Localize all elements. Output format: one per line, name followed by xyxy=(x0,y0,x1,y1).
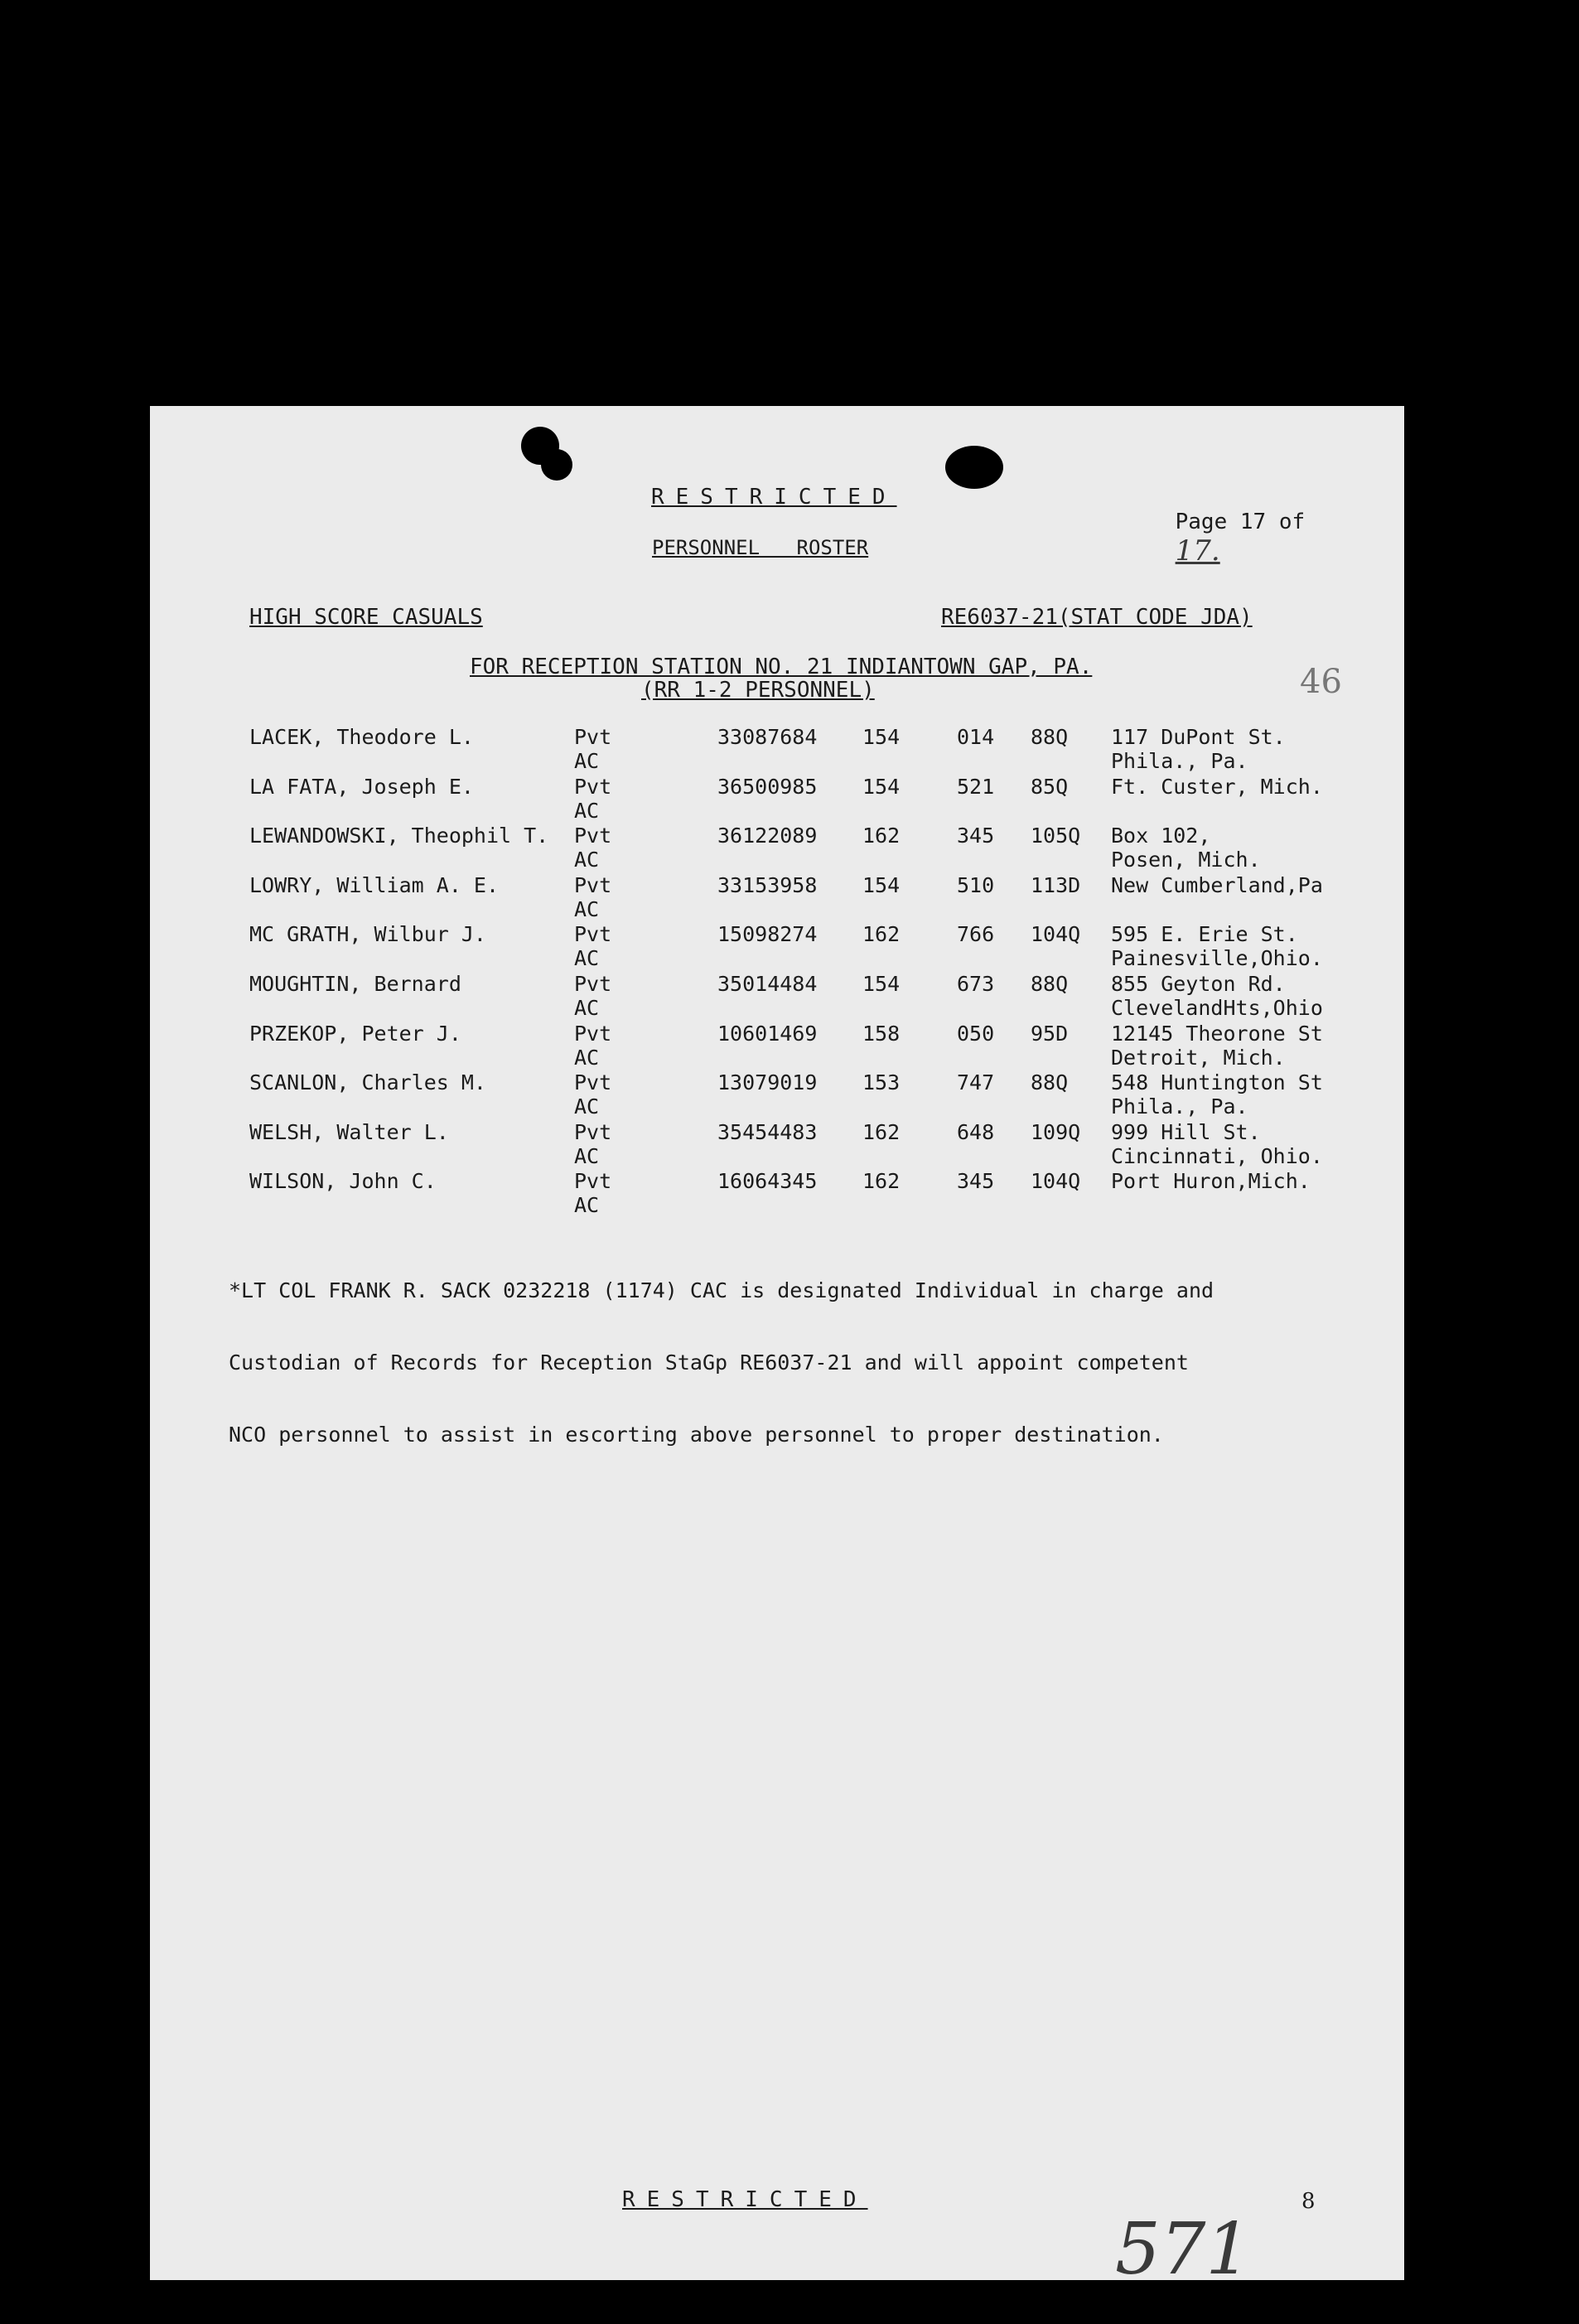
branch: AC xyxy=(574,896,600,921)
code-2: 747 xyxy=(957,1070,995,1095)
employee-name: LOWRY, William A. E. xyxy=(249,872,500,897)
code-1: 154 xyxy=(862,774,901,799)
page-label: Page 17 of xyxy=(1175,510,1306,534)
employee-name: LA FATA, Joseph E. xyxy=(249,774,474,799)
serial-number: 10601469 xyxy=(717,1021,818,1046)
branch: AC xyxy=(574,798,600,823)
grade: Pvt xyxy=(574,1169,612,1194)
roster-row xyxy=(150,873,1404,923)
code-1: 162 xyxy=(862,922,901,947)
specialty-code: 109Q xyxy=(1031,1119,1081,1144)
employee-name: PRZEKOP, Peter J. xyxy=(249,1021,461,1046)
code-2: 014 xyxy=(957,725,995,749)
code-1: 162 xyxy=(862,824,901,848)
serial-number: 16064345 xyxy=(717,1169,818,1194)
grade: Pvt xyxy=(574,872,612,897)
serial-number: 35454483 xyxy=(717,1119,818,1144)
branch: AC xyxy=(574,1193,600,1218)
code-2: 345 xyxy=(957,824,995,848)
grade: Pvt xyxy=(574,922,612,947)
document-page xyxy=(150,406,1404,2291)
specialty-code: 95D xyxy=(1031,1021,1069,1046)
code-2: 766 xyxy=(957,922,995,947)
grade: Pvt xyxy=(574,725,612,749)
specialty-code: 88Q xyxy=(1031,1070,1069,1095)
stamp-number: 46 xyxy=(1300,663,1342,701)
branch: AC xyxy=(574,946,600,971)
shipment-number: RE6037-21(STAT CODE JDA) xyxy=(941,605,1253,630)
serial-number: 36122089 xyxy=(717,824,818,848)
serial-number: 33153958 xyxy=(717,872,818,897)
address-line-2: Phila., Pa. xyxy=(1111,749,1248,773)
grade: Pvt xyxy=(574,824,612,848)
code-1: 153 xyxy=(862,1070,901,1095)
code-2: 050 xyxy=(957,1021,995,1046)
punch-hole-left-shadow xyxy=(541,449,572,481)
branch: AC xyxy=(574,848,600,872)
address-line-1: Ft. Custer, Mich. xyxy=(1111,774,1323,799)
roster-row xyxy=(150,775,1404,824)
footnote-line-2: Custodian of Records for Reception StaGp RE6037-21 and will appoint competent xyxy=(229,1350,1189,1375)
specialty-code: 88Q xyxy=(1031,725,1069,749)
address-line-1: New Cumberland,Pa xyxy=(1111,872,1323,897)
grade: Pvt xyxy=(574,1119,612,1144)
grade: Pvt xyxy=(574,972,612,996)
serial-number: 36500985 xyxy=(717,774,818,799)
footnote-line-1: *LT COL FRANK R. SACK 0232218 (1174) CAC is designated Individual in charge and xyxy=(229,1278,1214,1302)
address-line-2: Posen, Mich. xyxy=(1111,848,1261,872)
roster-row xyxy=(150,1070,1404,1120)
code-2: 673 xyxy=(957,972,995,996)
address-line-1: 855 Geyton Rd. xyxy=(1111,972,1286,996)
code-2: 521 xyxy=(957,774,995,799)
serial-number: 35014484 xyxy=(717,972,818,996)
roster-row xyxy=(150,922,1404,972)
specialty-code: 105Q xyxy=(1031,824,1081,848)
employee-name: MC GRATH, Wilbur J. xyxy=(249,922,486,947)
employee-name: LEWANDOWSKI, Theophil T. xyxy=(249,824,549,848)
employee-name: SCANLON, Charles M. xyxy=(249,1070,486,1095)
specialty-code: 113D xyxy=(1031,872,1081,897)
handwritten-number: 571 xyxy=(1115,2208,1252,2291)
address-line-1: 548 Huntington St xyxy=(1111,1070,1323,1095)
roster-row xyxy=(150,725,1404,775)
footnote xyxy=(229,1230,1214,1495)
roster-row xyxy=(150,824,1404,873)
page-number xyxy=(1123,485,1305,592)
serial-number: 13079019 xyxy=(717,1070,818,1095)
grade: Pvt xyxy=(574,1021,612,1046)
address-line-2: Phila., Pa. xyxy=(1111,1094,1248,1119)
bottom-classification: RESTRICTED xyxy=(622,2187,868,2212)
specialty-code: 88Q xyxy=(1031,972,1069,996)
address-line-1: 12145 Theorone St xyxy=(1111,1021,1323,1046)
code-2: 345 xyxy=(957,1169,995,1194)
address-line-1: 117 DuPont St. xyxy=(1111,725,1286,749)
address-line-1: 595 E. Erie St. xyxy=(1111,922,1298,947)
address-line-2: Painesville,Ohio. xyxy=(1111,946,1323,971)
roster-row xyxy=(150,1169,1404,1219)
specialty-code: 104Q xyxy=(1031,1169,1081,1194)
roster-row xyxy=(150,1022,1404,1071)
code-2: 648 xyxy=(957,1119,995,1144)
address-line-1: Box 102, xyxy=(1111,824,1211,848)
code-1: 158 xyxy=(862,1021,901,1046)
branch: AC xyxy=(574,1143,600,1168)
specialty-code: 104Q xyxy=(1031,922,1081,947)
page-total-handwritten: 17. xyxy=(1175,534,1220,568)
serial-number: 15098274 xyxy=(717,922,818,947)
branch: AC xyxy=(574,749,600,773)
address-line-2: ClevelandHts,Ohio xyxy=(1111,996,1323,1020)
code-1: 154 xyxy=(862,872,901,897)
address-line-2: Detroit, Mich. xyxy=(1111,1045,1286,1070)
code-1: 162 xyxy=(862,1169,901,1194)
code-1: 154 xyxy=(862,725,901,749)
employee-name: WELSH, Walter L. xyxy=(249,1119,449,1144)
address-line-2: Cincinnati, Ohio. xyxy=(1111,1143,1323,1168)
unit-name: HIGH SCORE CASUALS xyxy=(249,605,483,630)
branch: AC xyxy=(574,1094,600,1119)
code-1: 154 xyxy=(862,972,901,996)
code-2: 510 xyxy=(957,872,995,897)
branch: AC xyxy=(574,996,600,1020)
specialty-code: 85Q xyxy=(1031,774,1069,799)
roster-row xyxy=(150,1120,1404,1170)
address-line-1: Port Huron,Mich. xyxy=(1111,1169,1311,1194)
address-line-1: 999 Hill St. xyxy=(1111,1119,1261,1144)
grade: Pvt xyxy=(574,1070,612,1095)
page-mark: 8 xyxy=(1301,2189,1316,2214)
grade: Pvt xyxy=(574,774,612,799)
code-1: 162 xyxy=(862,1119,901,1144)
employee-name: LACEK, Theodore L. xyxy=(249,725,474,749)
roster-row xyxy=(150,972,1404,1022)
serial-number: 33087684 xyxy=(717,725,818,749)
employee-name: MOUGHTIN, Bernard xyxy=(249,972,461,996)
punch-hole-right xyxy=(945,446,1003,489)
personnel-category: (RR 1-2 PERSONNEL) xyxy=(641,678,875,703)
roster-title: PERSONNEL ROSTER xyxy=(652,536,869,559)
footnote-line-3: NCO personnel to assist in escorting above personnel to proper destination. xyxy=(229,1423,1164,1447)
destination-line: FOR RECEPTION STATION NO. 21 INDIANTOWN GAP, PA. xyxy=(470,655,1093,679)
employee-name: WILSON, John C. xyxy=(249,1169,437,1194)
branch: AC xyxy=(574,1045,600,1070)
top-classification: RESTRICTED xyxy=(651,485,897,510)
